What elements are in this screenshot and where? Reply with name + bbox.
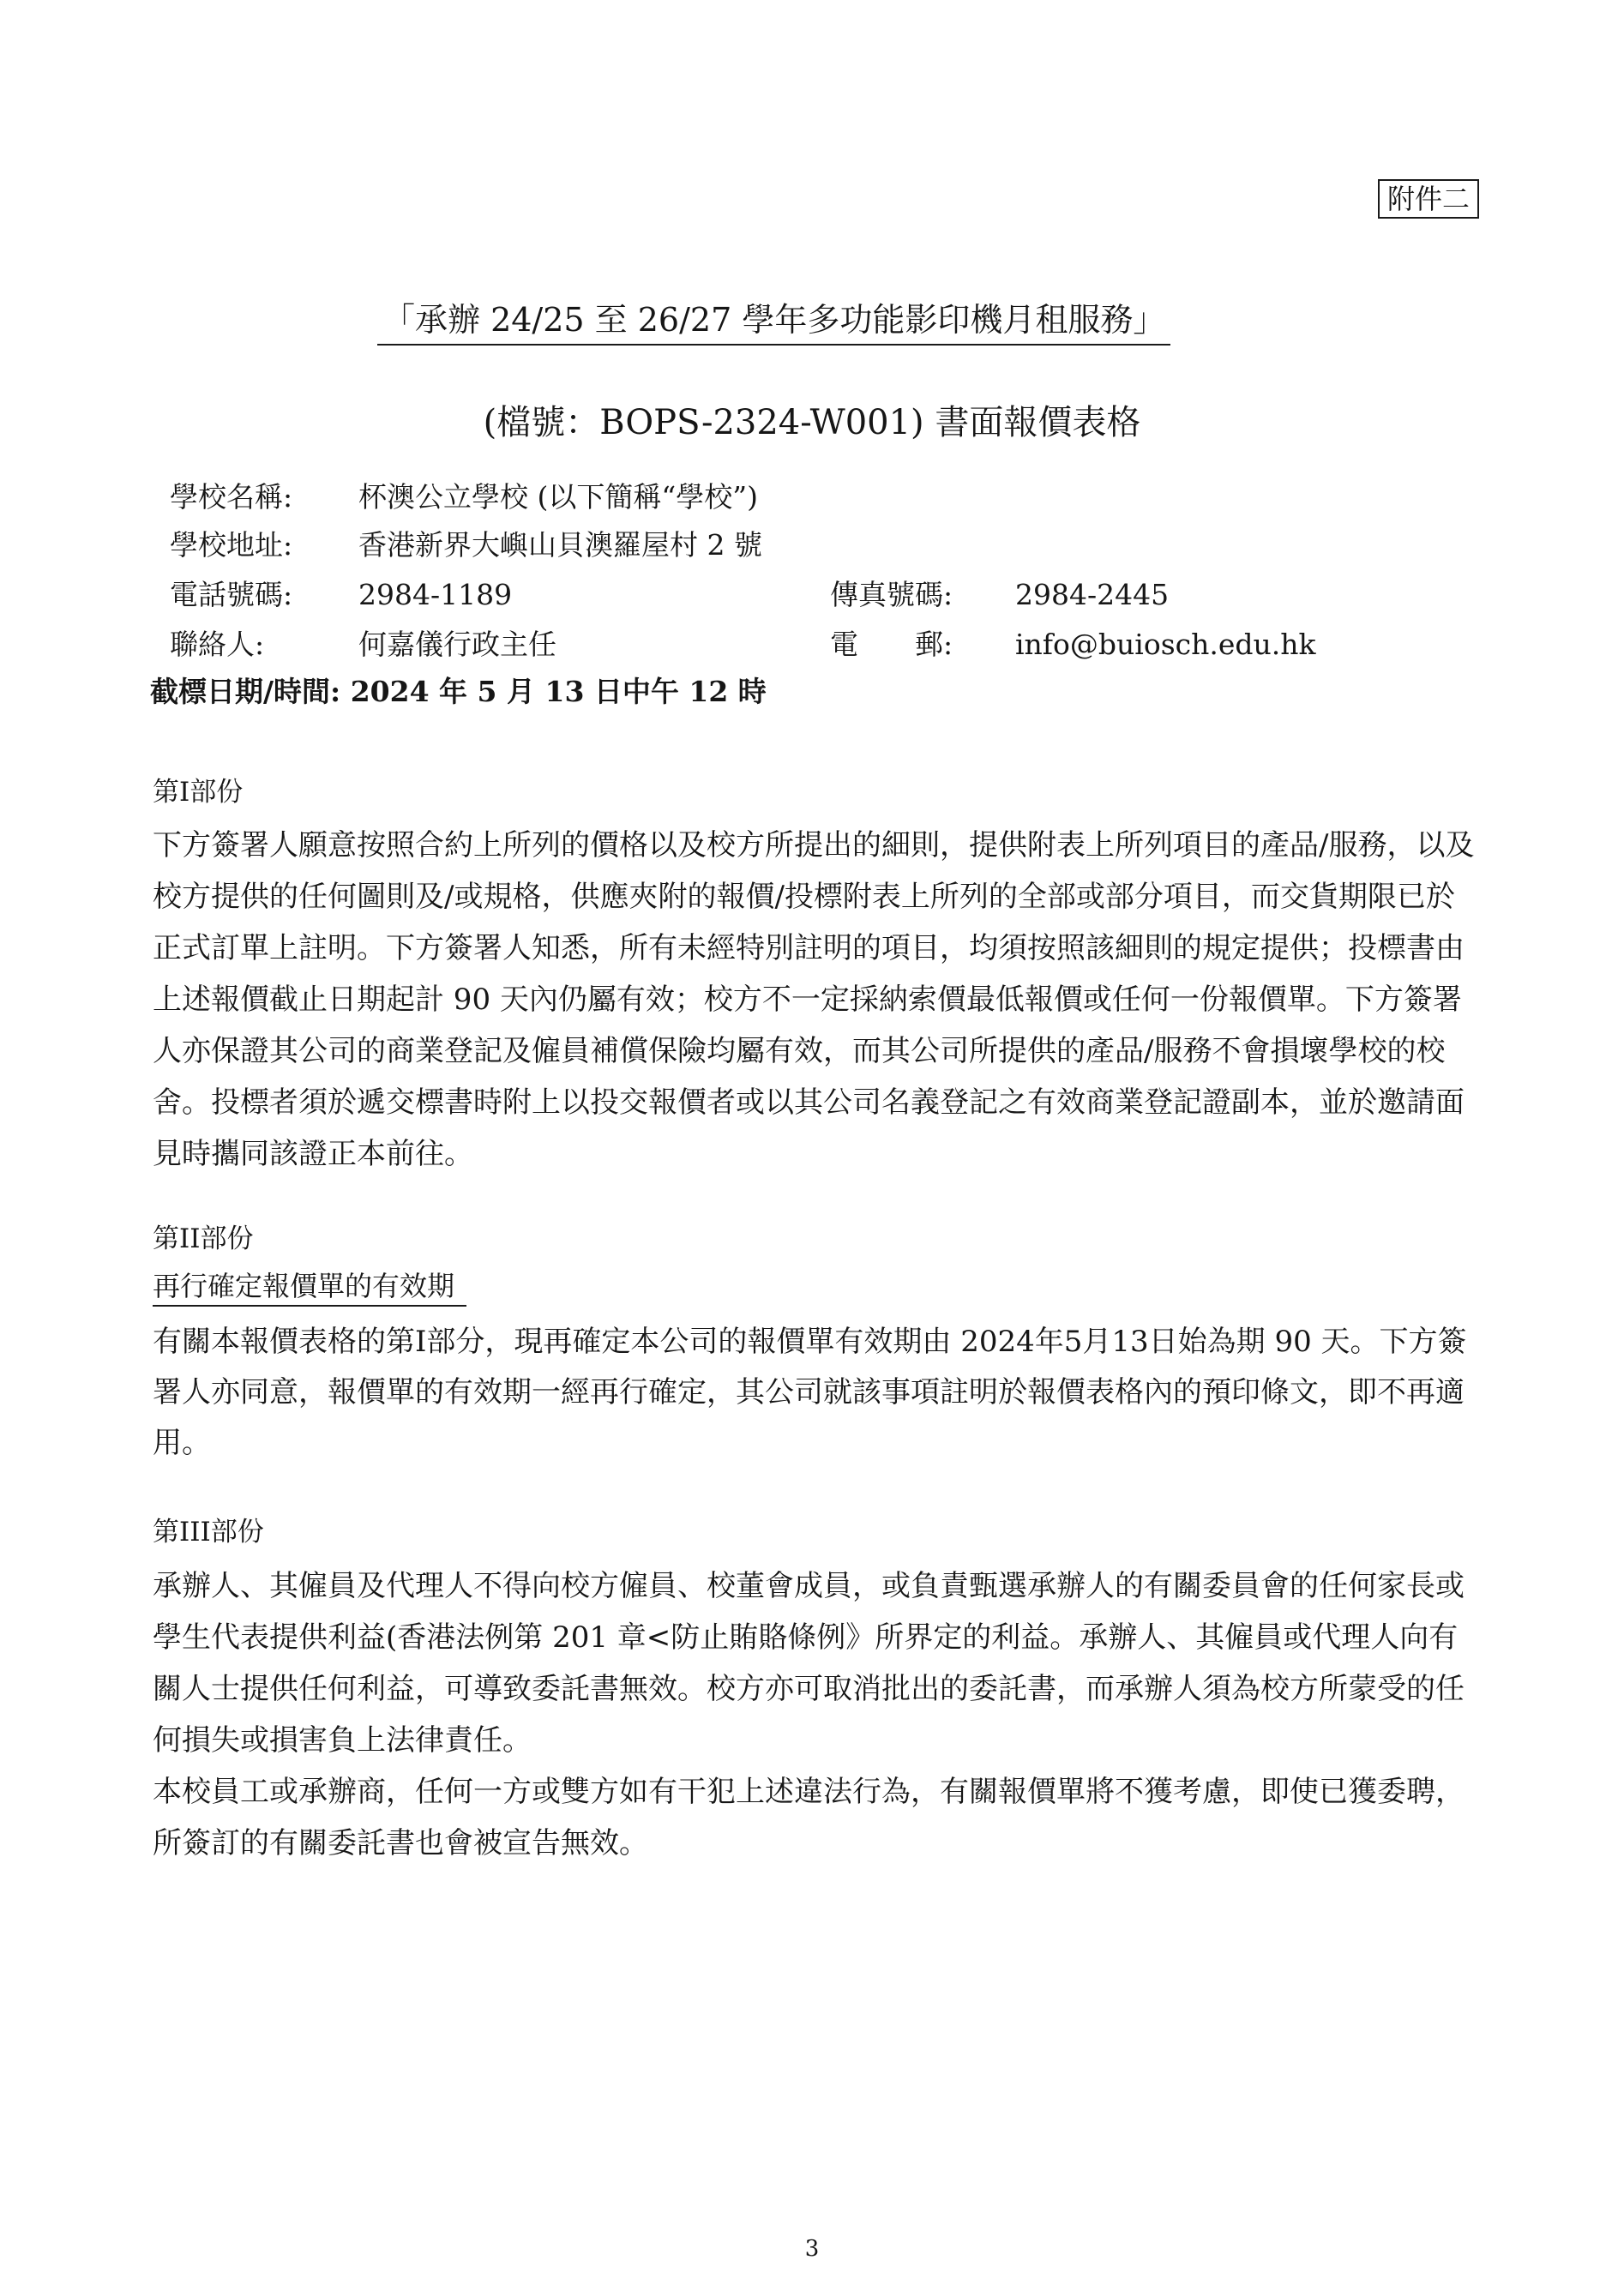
school-address-label: 學校地址: bbox=[170, 528, 293, 562]
fax-label: 傳真號碼: bbox=[830, 578, 953, 611]
part1-heading: 第I部份 bbox=[153, 777, 244, 808]
school-name-label: 學校名稱: bbox=[170, 480, 293, 514]
part3-body-1: 承辦人、其僱員及代理人不得向校方僱員、校董會成員，或負責甄選承辦人的有關委員會的任何家長或學生代表提供利益(香港法例第 201 章<防止賄賂條例》所界定的利益。承辦人、其僱員或代理人向有關人士提供任何利益，可導致委託書無效。校方亦可取消批出的委託書，而承辦人須為校方所蒙受的任何損失或損害負上法律責任。 bbox=[153, 1569, 1465, 1758]
part2-heading: 第II部份 bbox=[153, 1223, 254, 1254]
phone-value: 2984-1189 bbox=[358, 578, 513, 611]
annex-label: 附件二 bbox=[1378, 179, 1479, 219]
email-value: info@buiosch.edu.hk bbox=[1015, 628, 1316, 661]
school-address-value: 香港新界大嶼山貝澳羅屋村 2 號 bbox=[358, 528, 762, 562]
tender-deadline: 截標日期/時間: 2024 年 5 月 13 日中午 12 時 bbox=[150, 675, 767, 708]
document-title: 「承辦 24/25 至 26/27 學年多功能影印機月租服務」 bbox=[377, 296, 1170, 346]
email-label: 電 郵: bbox=[830, 628, 953, 661]
part2-subheading: 再行確定報價單的有效期 bbox=[153, 1267, 466, 1307]
document-subtitle: (檔號：BOPS-2324-W001) 書面報價表格 bbox=[483, 403, 1141, 442]
phone-label: 電話號碼: bbox=[170, 578, 293, 611]
contact-value: 何嘉儀行政主任 bbox=[358, 628, 556, 661]
part1-body: 下方簽署人願意按照合約上所列的價格以及校方所提出的細則，提供附表上所列項目的產品/服務，以及校方提供的任何圖則及/或規格，供應夾附的報價/投標附表上所列的全部或部分項目，而交貨期限已於正式訂單上註明。下方簽署人知悉，所有未經特別註明的項目，均須按照該細則的規定提供；投標書由上述報價截止日期起計 90 天內仍屬有效；校方不一定採納索價最低報價或任何一份報價單。下方簽署人亦保證其公司的商業登記及僱員補償保險均屬有效，而其公司所提供的產品/服務不會損壞學校的校舍。投標者須於遞交標書時附上以投交報價者或以其公司名義登記之有效商業登記證副本，並於邀請面見時攜同該證正本前往。 bbox=[153, 828, 1475, 1171]
part3-body-2: 本校員工或承辦商，任何一方或雙方如有干犯上述違法行為，有關報價單將不獲考慮，即使已獲委聘，所簽訂的有關委託書也會被宣告無效。 bbox=[153, 1775, 1465, 1860]
page-number: 3 bbox=[804, 2236, 820, 2262]
contact-label: 聯絡人: bbox=[170, 628, 265, 661]
part2-body: 有關本報價表格的第I部分，現再確定本公司的報價單有效期由 2024年5月13日始為期 90 天。下方簽署人亦同意，報價單的有效期一經再行確定，其公司就該事項註明於報價表格內的預印條文，即不再適用。 bbox=[153, 1325, 1467, 1460]
school-name-value: 杯澳公立學校 (以下簡稱“學校”) bbox=[358, 480, 758, 514]
fax-value: 2984-2445 bbox=[1015, 578, 1170, 611]
part3-heading: 第III部份 bbox=[153, 1517, 264, 1548]
